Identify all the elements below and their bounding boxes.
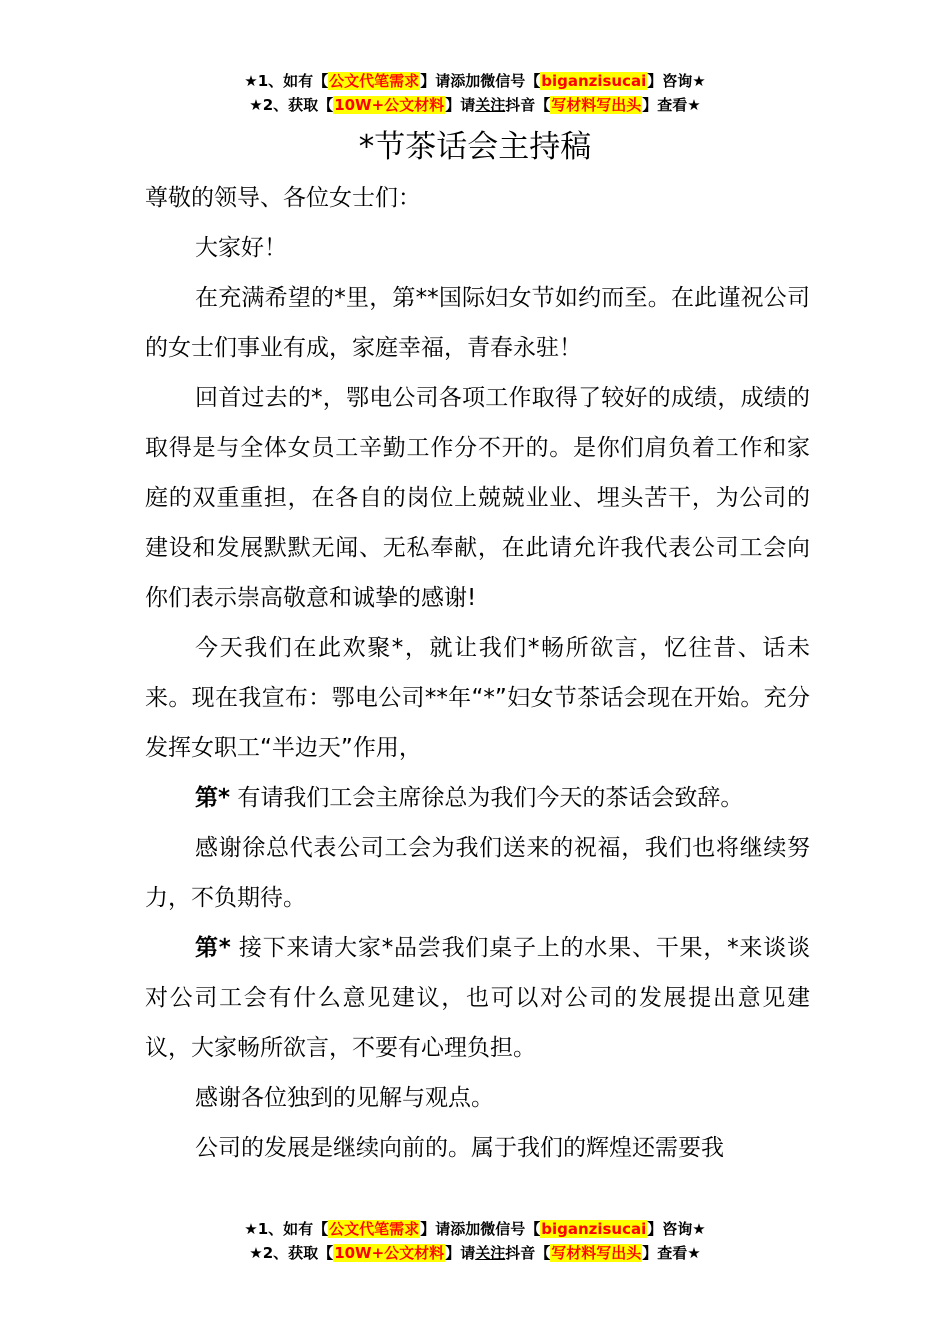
banner-line-1: ★1、如有【公文代笔需求】请添加微信号【biganzisucai】咨询★ [244, 1220, 706, 1238]
banner-highlight: 写材料写出头 [551, 96, 642, 114]
step-label: 第* [195, 935, 231, 961]
banner-underlined: 关注 [475, 96, 506, 114]
paragraph: 大家好！ [195, 235, 287, 261]
banner-line-2: ★2、获取【10W+公文材料】请关注抖音【写材料写出头】查看★ [249, 1244, 701, 1262]
paragraph: 在充满希望的*里，第**国际妇女节如约而至。在此谨祝公司的女士们事业有成，家庭幸福，青春永驻！ [145, 285, 810, 361]
paragraph: 公司的发展是继续向前的。属于我们的辉煌还需要我 [195, 1135, 724, 1161]
salutation: 尊敬的领导、各位女士们： [145, 185, 421, 211]
document-title: *节茶话会主持稿 [358, 129, 592, 165]
banner-wechat-id: biganzisucai [541, 72, 647, 90]
document-body [145, 173, 810, 1173]
paragraph: 感谢各位独到的见解与观点。 [195, 1085, 494, 1111]
banner-line-1: ★1、如有【公文代笔需求】请添加微信号【biganzisucai】咨询★ [244, 72, 706, 90]
banner-highlight: 公文代笔需求 [329, 1220, 420, 1238]
banner-underlined: 关注 [475, 1244, 506, 1262]
header-banner [0, 69, 950, 117]
banner-highlight: 写材料写出头 [551, 1244, 642, 1262]
paragraph: 感谢徐总代表公司工会为我们送来的祝福，我们也将继续努力，不负期待。 [145, 835, 810, 911]
step-paragraph: 第* 接下来请大家*品尝我们桌子上的水果、干果，*来谈谈对公司工会有什么意见建议，也可以对公司的发展提出意见建议，大家畅所欲言，不要有心理负担。 [145, 935, 811, 1061]
banner-highlight: 10W+公文材料 [334, 1244, 445, 1262]
step-paragraph: 第* 有请我们工会主席徐总为我们今天的茶话会致辞。 [195, 785, 744, 811]
banner-wechat-id: biganzisucai [541, 1220, 647, 1238]
step-label: 第* [195, 785, 231, 811]
footer-banner [0, 1217, 950, 1265]
paragraph: 回首过去的*，鄂电公司各项工作取得了较好的成绩，成绩的取得是与全体女员工辛勤工作分不开的。是你们肩负着工作和家庭的双重重担，在各自的岗位上兢兢业业、埋头苦干，为公司的建设和发展默默无闻、无私奉献，在此请允许我代表公司工会向你们表示崇高敬意和诚挚的感谢! [145, 385, 810, 611]
banner-highlight: 公文代笔需求 [329, 72, 420, 90]
banner-highlight: 10W+公文材料 [334, 96, 445, 114]
banner-line-2: ★2、获取【10W+公文材料】请关注抖音【写材料写出头】查看★ [249, 96, 701, 114]
paragraph: 今天我们在此欢聚*，就让我们*畅所欲言，忆往昔、话未来。现在我宣布：鄂电公司**年“*”妇女节茶话会现在开始。充分发挥女职工“半边天”作用， [145, 635, 810, 761]
